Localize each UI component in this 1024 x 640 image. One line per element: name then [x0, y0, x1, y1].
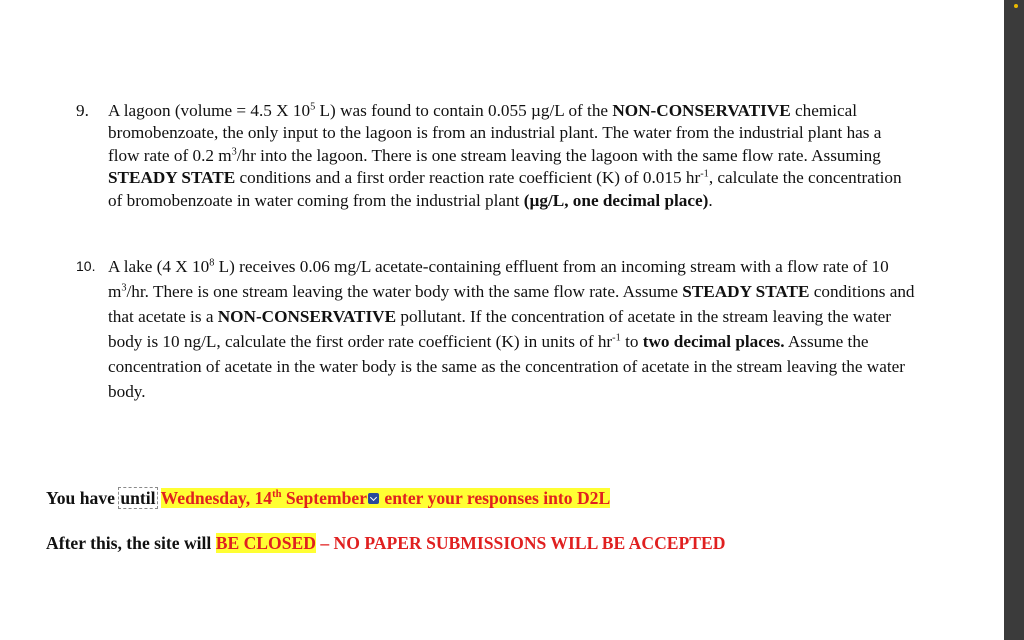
- deadline-notice: [46, 488, 610, 509]
- q9-text-5: conditions and a first order reaction rate coefficient (K) of 0.015 hr: [235, 168, 701, 188]
- closure-notice: [46, 533, 725, 554]
- q10-text-2: L) receives 0.06 mg/L acetate-containing effluent from an incoming stream with a flow rate of 10 m: [108, 257, 889, 301]
- deadline-month: September: [281, 488, 368, 508]
- q9-sup-volume-exponent: 5: [310, 101, 316, 113]
- q10-bold-non-conservative: NON-CONSERVATIVE: [217, 307, 397, 326]
- scroll-indicator-icon: [1014, 4, 1018, 8]
- q10-sup-inverse-hour: -1: [612, 332, 621, 344]
- q9-bold-units: (µg/L, one decimal place): [523, 190, 709, 210]
- closure-lead-text: After this, the site will: [46, 533, 216, 553]
- deadline-instruction: enter your responses into D2L: [380, 488, 611, 508]
- q9-sup-cubic: 3: [231, 146, 237, 158]
- q10-text-5: pollutant. If the concentration of acetate in the stream leaving the water body is 10 ng/L, calculate the first order rate coefficient (K) in units of hr: [108, 307, 891, 351]
- q9-bold-non-conservative: NON-CONSERVATIVE: [612, 101, 791, 120]
- question-10: [76, 254, 916, 404]
- question-9: [76, 100, 916, 212]
- deadline-date-highlight: [161, 488, 611, 508]
- question-9-text: [108, 100, 916, 212]
- q10-bold-decimal-places: two decimal places.: [642, 332, 785, 351]
- q10-sup-volume-exponent: 8: [209, 257, 215, 269]
- deadline-date-ordinal: th: [272, 489, 282, 501]
- chevron-down-icon[interactable]: [368, 493, 379, 504]
- deadline-lead-text: You have: [46, 488, 120, 508]
- q9-bold-steady-state: STEADY STATE: [108, 168, 236, 188]
- q9-sup-inverse-hour: -1: [700, 168, 709, 180]
- q10-text-1: A lake (4 X 10: [108, 257, 210, 276]
- question-10-number: 10.: [76, 258, 96, 274]
- q10-text-6: to: [620, 332, 643, 351]
- question-10-text: [108, 254, 916, 404]
- q9-text-1: A lagoon (volume = 4.5 X 10: [108, 101, 311, 120]
- until-field[interactable]: until: [120, 488, 156, 508]
- q10-bold-steady-state: STEADY STATE: [682, 282, 810, 301]
- q10-text-4: conditions and that acetate is a: [108, 282, 915, 326]
- q9-text-4: /hr into the lagoon. There is one stream leaving the lagoon with the same flow rate. Assuming: [236, 145, 881, 165]
- q9-text-7: .: [708, 190, 713, 210]
- q10-text-3: /hr. There is one stream leaving the water body with the same flow rate. Assume: [126, 282, 683, 301]
- q9-text-3: chemical bromobenzoate, the only input to the lagoon is from an industrial plant. The water from the industrial plant has a flow rate of 0.2 m: [108, 101, 882, 165]
- q10-text-7: Assume the concentration of acetate in the water body is the same as the concentration of acetate in the stream leaving the water body.: [108, 332, 905, 401]
- closure-warning: – NO PAPER SUBMISSIONS WILL BE ACCEPTED: [315, 533, 726, 553]
- q9-text-6: , calculate the concentration of bromobenzoate in water coming from the industrial plant: [108, 168, 902, 210]
- closure-highlight: BE CLOSED: [215, 533, 316, 553]
- q9-text-2: L) was found to contain 0.055 µg/L of the: [315, 101, 613, 120]
- q10-sup-cubic: 3: [121, 282, 127, 294]
- vertical-scrollbar[interactable]: [1004, 0, 1024, 640]
- question-9-number: 9.: [76, 101, 89, 120]
- deadline-date: Wednesday, 14: [160, 488, 273, 508]
